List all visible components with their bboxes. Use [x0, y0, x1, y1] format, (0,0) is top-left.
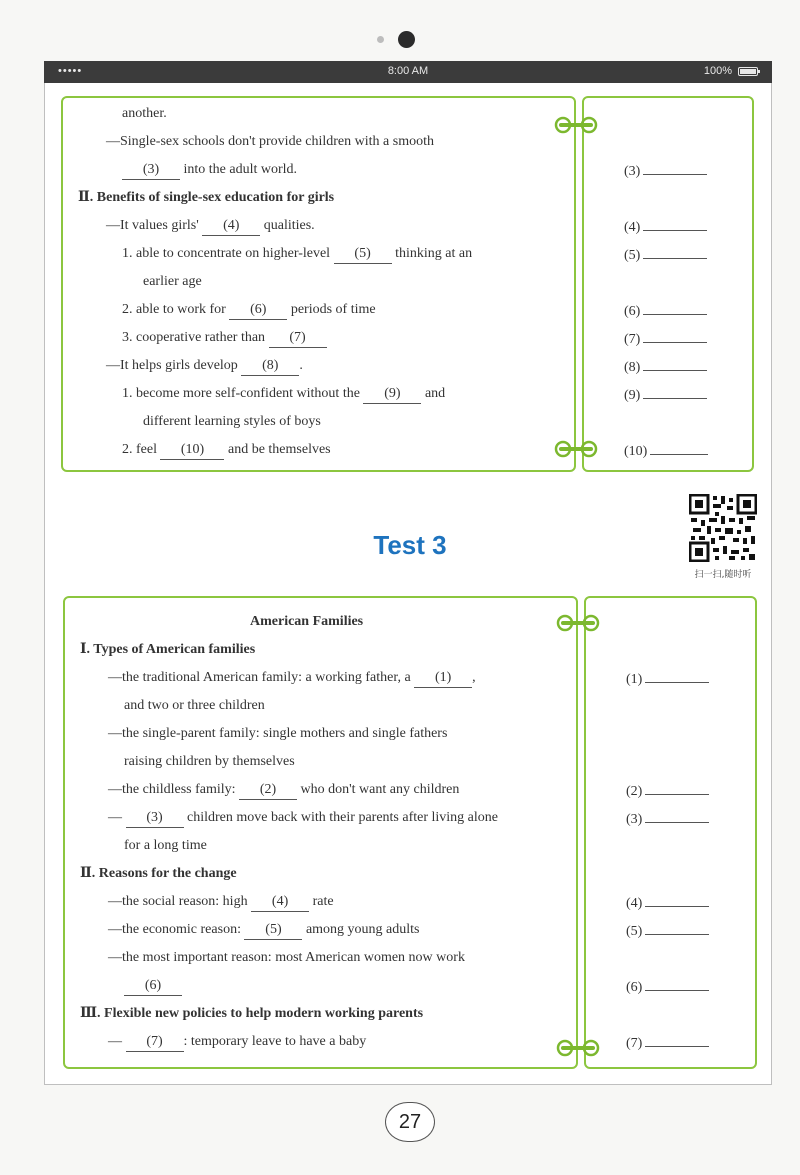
device-camera-dots	[0, 30, 800, 50]
text-line: (3) into the adult world.	[122, 160, 297, 180]
answer-slot[interactable]: (10)	[624, 440, 708, 462]
answer-slot[interactable]: (2)	[626, 780, 709, 802]
binder-ring-icon	[555, 613, 601, 633]
fill-blank[interactable]: (2)	[239, 781, 297, 800]
answer-slot[interactable]: (3)	[624, 160, 707, 182]
section-heading: Ⅲ. Flexible new policies to help modern working parents	[80, 1006, 424, 1021]
text-line: —It helps girls develop (8) .	[106, 356, 303, 376]
text-line: different learning styles of boys	[143, 414, 321, 429]
text-line: —the economic reason: (5) among young adults	[108, 920, 420, 940]
text-line: —the social reason: high (4) rate	[108, 892, 334, 912]
fill-blank[interactable]: (3)	[126, 809, 184, 828]
answer-slot[interactable]: (8)	[624, 356, 707, 378]
text-line: earlier age	[143, 274, 202, 289]
answer-slot[interactable]: (7)	[624, 328, 707, 350]
text-line: for a long time	[124, 838, 207, 853]
fill-blank[interactable]: (3)	[122, 161, 180, 180]
signal-icon: •••••	[58, 65, 83, 77]
fill-blank[interactable]: (4)	[251, 893, 309, 912]
fill-blank[interactable]: (4)	[202, 217, 260, 236]
fill-blank[interactable]: (5)	[334, 245, 392, 264]
text-line: —the traditional American family: a working father, a (1) ,	[108, 668, 476, 688]
camera-dot-small	[377, 36, 384, 43]
fill-blank[interactable]: (8)	[241, 357, 299, 376]
fill-blank[interactable]: (5)	[244, 921, 302, 940]
binder-ring-icon	[553, 439, 599, 459]
text-line: —the childless family: (2) who don't want any children	[108, 780, 459, 800]
text-line: —the most important reason: most American women now work	[108, 950, 465, 965]
text-line: 2. able to work for (6) periods of time	[122, 300, 376, 320]
text-line: — (3) children move back with their parents after living alone	[108, 808, 498, 828]
answer-slot[interactable]: (6)	[624, 300, 707, 322]
text-line: —Single-sex schools don't provide children with a smooth	[106, 134, 434, 149]
fill-blank[interactable]: (7)	[126, 1033, 184, 1052]
section-heading: Ⅱ. Benefits of single-sex education for girls	[78, 190, 335, 205]
battery-icon	[738, 67, 758, 76]
binder-ring-icon	[553, 115, 599, 135]
text-line: 2. feel (10) and be themselves	[122, 440, 331, 460]
fill-blank[interactable]: (6)	[124, 977, 182, 996]
fill-blank[interactable]: (7)	[269, 329, 327, 348]
section2-answer-box	[584, 596, 757, 1069]
status-time: 8:00 AM	[387, 65, 429, 77]
text-line: —It values girls' (4) qualities.	[106, 216, 315, 236]
fill-blank[interactable]: (10)	[160, 441, 224, 460]
answer-slot[interactable]: (4)	[626, 892, 709, 914]
answer-slot[interactable]: (5)	[624, 244, 707, 266]
text-line: 1. able to concentrate on higher-level (5) thinking at an	[122, 244, 472, 264]
text-line: 1. become more self-confident without the (9) and	[122, 384, 445, 404]
section1-answer-box	[582, 96, 754, 472]
section-heading: Ⅱ. Reasons for the change	[80, 866, 237, 881]
qr-label: 扫一扫,随时听	[694, 570, 752, 580]
fill-blank[interactable]: (6)	[229, 301, 287, 320]
answer-slot[interactable]: (6)	[626, 976, 709, 998]
battery-percent: 100%	[703, 65, 732, 77]
fill-blank[interactable]: (1)	[414, 669, 472, 688]
page-number: 27	[385, 1102, 435, 1142]
test-title: Test 3	[373, 530, 447, 560]
text-line: —the single-parent family: single mothers and single fathers	[108, 726, 448, 741]
answer-slot[interactable]: (4)	[624, 216, 707, 238]
binder-ring-icon	[555, 1038, 601, 1058]
fill-blank[interactable]: (9)	[363, 385, 421, 404]
status-bar	[44, 61, 772, 83]
qr-code-icon[interactable]	[689, 494, 757, 562]
section-heading: Ⅰ. Types of American families	[80, 642, 256, 657]
answer-slot[interactable]: (9)	[624, 384, 707, 406]
answer-slot[interactable]: (1)	[626, 668, 709, 690]
text-line: raising children by themselves	[124, 754, 295, 769]
text-line: 3. cooperative rather than (7)	[122, 328, 327, 348]
section-title: American Families	[250, 614, 364, 629]
text-line: and two or three children	[124, 698, 265, 713]
camera-dot-large	[398, 31, 415, 48]
text-line: another.	[122, 106, 167, 121]
answer-slot[interactable]: (5)	[626, 920, 709, 942]
answer-slot[interactable]: (7)	[626, 1032, 709, 1054]
section2-main-box	[63, 596, 578, 1069]
text-line	[124, 976, 182, 996]
text-line: — (7) : temporary leave to have a baby	[108, 1032, 366, 1052]
answer-slot[interactable]: (3)	[626, 808, 709, 830]
